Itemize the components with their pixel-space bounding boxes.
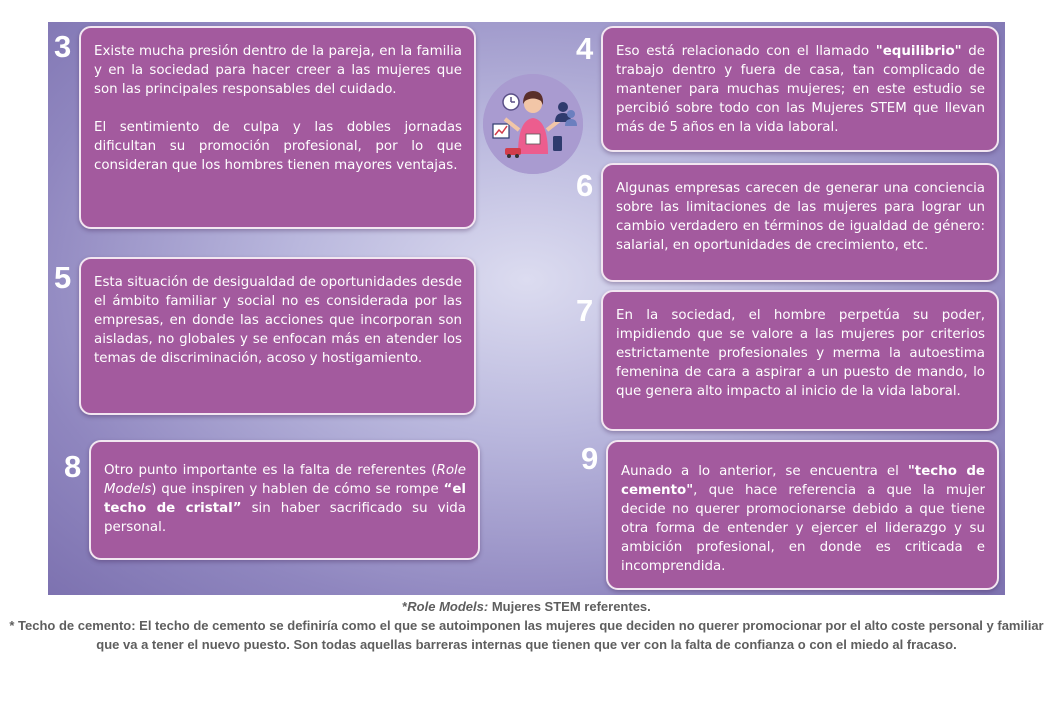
card-3-paragraph-1: Existe mucha presión dentro de la pareja, en la familia y en la sociedad para hacer creer a las mujeres que son las principales responsables del cuidado. <box>94 44 462 97</box>
card-3 <box>79 26 476 229</box>
card-number-7: 7 <box>576 293 594 328</box>
card-5 <box>79 257 476 415</box>
card-6-text: Algunas empresas carecen de generar una conciencia sobre las limitaciones de las mujeres para lograr un cambio verdadero en términos de igualdad de género: salarial, en oportunidades de crecimiento, etc. <box>616 181 985 253</box>
card-number-6: 6 <box>576 168 594 203</box>
card-number-5: 5 <box>54 260 72 295</box>
card-number-9: 9 <box>581 441 599 476</box>
card-number-4: 4 <box>576 31 594 66</box>
infographic-panel <box>48 22 1005 595</box>
card-9-text: Aunado a lo anterior, se encuentra el "techo de cemento", que hace referencia a que la mujer decide no querer promocionarse debido a que tiene otra forma de entender y ejercer el liderazgo y su ambición profesional, en donde es criticada e incomprendida. <box>621 464 985 574</box>
card-number-8: 8 <box>64 449 82 484</box>
card-number-3: 3 <box>54 29 72 64</box>
card-9 <box>606 440 999 590</box>
footnote-techo-de-cemento: * Techo de cemento: El techo de cemento se definiría como el que se autoimponen las mujeres que deciden no querer promocionar por el alto coste personal y familiar que va a tener el nuevo puesto. Son todas aquellas barreras internas que tienen que ver con la falta de confianza o con el miedo al fracaso. <box>9 618 1044 652</box>
card-4 <box>601 26 999 152</box>
card-3-paragraph-2: El sentimiento de culpa y las dobles jornadas dificultan su promoción profesional, por lo que consideran que los hombres tienen mayores ventajas. <box>94 120 462 173</box>
footnote-role-models: *Role Models: Mujeres STEM referentes. <box>402 599 651 614</box>
card-4-text: Eso está relacionado con el llamado "equilibrio" de trabajo dentro y fuera de casa, tan complicado de mantener para muchas mujeres; en este estudio se percibió sobre todo con las Mujeres STEM que llevan más de 5 años en la vida laboral. <box>616 44 985 135</box>
card-8 <box>89 440 480 560</box>
card-8-text: Otro punto importante es la falta de referentes (Role Models) que inspiren y hablen de cómo se rompe “el techo de cristal” sin haber sacrificado su vida personal. <box>104 463 466 535</box>
footnotes <box>0 597 1053 654</box>
card-7-text: En la sociedad, el hombre perpetúa su poder, impidiendo que se valore a las mujeres por criterios estrictamente profesionales y merma la autoestima femenina de cara a aspirar a un puesto de mando, lo que genera alto impacto al inicio de la vida laboral. <box>616 308 985 399</box>
card-5-text: Esta situación de desigualdad de oportunidades desde el ámbito familiar y social no es considerada por las empresas, en donde las acciones que incorporan son aisladas, no globales y se enfocan más en atender los temas de discriminación, acoso y hostigamiento. <box>94 275 462 366</box>
card-7 <box>601 290 999 431</box>
card-6 <box>601 163 999 282</box>
multitasking-woman-icon <box>483 74 583 174</box>
